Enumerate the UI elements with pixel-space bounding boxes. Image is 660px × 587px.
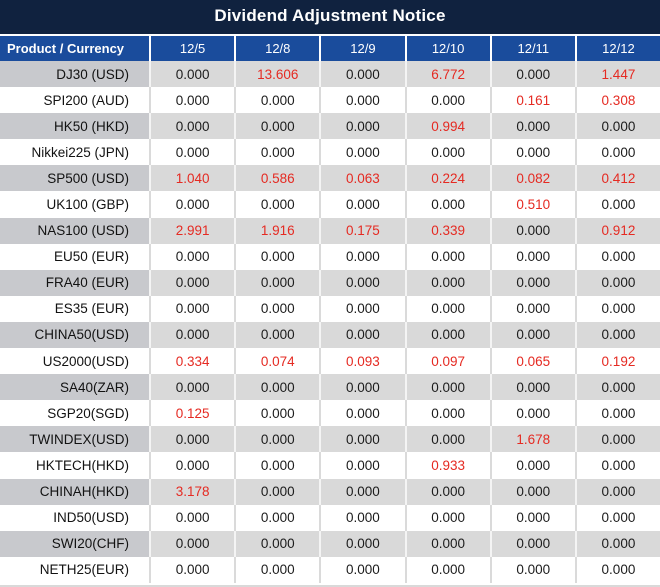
value-cell: 0.000 (490, 374, 575, 400)
page-title: Dividend Adjustment Notice (214, 6, 446, 25)
product-cell: NAS100 (USD) (0, 218, 149, 244)
value-cell: 0.000 (490, 479, 575, 505)
value-cell: 13.606 (234, 61, 319, 87)
value-cell: 0.000 (319, 87, 404, 113)
value-cell: 0.000 (405, 557, 490, 583)
table-row (0, 87, 660, 113)
product-cell: HKTECH(HKD) (36, 457, 129, 473)
table-row (0, 348, 660, 374)
value-cell: 0.000 (575, 374, 660, 400)
value-cell: 0.000 (149, 426, 234, 452)
value-cell: 0.192 (575, 348, 660, 374)
value-cell: 0.000 (575, 452, 660, 478)
value-cell: 0.000 (405, 270, 490, 296)
value-cell: 0.161 (490, 87, 575, 113)
value-cell: 0.000 (490, 531, 575, 557)
value-cell: 0.000 (575, 531, 660, 557)
value-cell: 0.000 (149, 87, 234, 113)
value-cell: 0.334 (149, 348, 234, 374)
value-cell: 0.000 (319, 452, 404, 478)
value-cell: 0.000 (490, 244, 575, 270)
value-cell: 0.000 (234, 557, 319, 583)
value-cell: 1.916 (234, 218, 319, 244)
value-cell: 0.000 (575, 426, 660, 452)
value-cell: 0.000 (319, 139, 404, 165)
value-cell: 0.082 (490, 165, 575, 191)
value-cell: 0.000 (319, 426, 404, 452)
value-cell: 0.000 (149, 505, 234, 531)
product-cell: SPI200 (AUD) (43, 92, 129, 108)
value-cell: 0.000 (319, 244, 404, 270)
product-cell: DJ30 (USD) (0, 61, 149, 87)
value-cell: 0.074 (234, 348, 319, 374)
value-cell: 0.000 (319, 296, 404, 322)
value-cell: 0.000 (234, 244, 319, 270)
value-cell: 0.000 (490, 400, 575, 426)
column-header-date: 12/8 (234, 36, 319, 61)
product-cell: SA40(ZAR) (0, 374, 149, 400)
value-cell: 3.178 (149, 479, 234, 505)
value-cell: 0.000 (149, 244, 234, 270)
value-cell: 0.000 (234, 87, 319, 113)
value-cell: 0.000 (405, 505, 490, 531)
value-cell: 0.000 (405, 87, 490, 113)
value-cell: 0.000 (234, 479, 319, 505)
value-cell: 0.000 (490, 452, 575, 478)
column-header-date: 12/12 (575, 36, 660, 61)
product-cell: SGP20(SGD) (47, 405, 129, 421)
column-header-date: 12/5 (149, 36, 234, 61)
table-row (0, 531, 660, 557)
column-header-date: 12/10 (405, 36, 490, 61)
value-cell: 0.000 (319, 270, 404, 296)
value-cell: 0.000 (575, 505, 660, 531)
value-cell: 0.000 (149, 531, 234, 557)
value-cell: 0.063 (319, 165, 404, 191)
value-cell: 0.000 (405, 426, 490, 452)
value-cell: 0.000 (149, 374, 234, 400)
value-cell: 0.000 (234, 531, 319, 557)
value-cell: 0.000 (490, 61, 575, 87)
value-cell: 0.000 (405, 479, 490, 505)
table-header-row (0, 36, 660, 61)
value-cell: 0.000 (319, 191, 404, 217)
value-cell: 0.000 (405, 400, 490, 426)
value-cell: 0.000 (149, 322, 234, 348)
value-cell: 0.000 (319, 479, 404, 505)
table-row (0, 479, 660, 505)
value-cell: 0.994 (405, 113, 490, 139)
product-cell: CHINA50(USD) (0, 322, 149, 348)
product-cell: NETH25(EUR) (39, 562, 129, 578)
value-cell: 0.000 (575, 479, 660, 505)
product-cell: UK100 (GBP) (46, 197, 129, 213)
value-cell: 0.000 (575, 113, 660, 139)
value-cell: 0.000 (575, 557, 660, 583)
product-cell: SWI20(CHF) (0, 531, 149, 557)
value-cell: 0.308 (575, 87, 660, 113)
value-cell: 0.000 (234, 113, 319, 139)
value-cell: 2.991 (149, 218, 234, 244)
table-row (0, 61, 660, 87)
value-cell: 0.000 (490, 557, 575, 583)
value-cell: 0.000 (490, 113, 575, 139)
column-header-product: Product / Currency (7, 41, 125, 56)
value-cell: 0.000 (319, 557, 404, 583)
value-cell: 0.224 (405, 165, 490, 191)
value-cell: 0.000 (149, 61, 234, 87)
table-row (0, 244, 660, 270)
value-cell: 1.040 (149, 165, 234, 191)
value-cell: 0.000 (234, 400, 319, 426)
value-cell: 0.125 (149, 400, 234, 426)
value-cell: 0.000 (490, 296, 575, 322)
value-cell: 0.000 (490, 270, 575, 296)
value-cell: 0.000 (405, 296, 490, 322)
value-cell: 0.933 (405, 452, 490, 478)
value-cell: 0.065 (490, 348, 575, 374)
product-cell: IND50(USD) (53, 510, 129, 526)
value-cell: 0.000 (234, 322, 319, 348)
value-cell: 0.000 (490, 139, 575, 165)
value-cell: 0.000 (405, 374, 490, 400)
table-row (0, 557, 660, 583)
table-row (0, 191, 660, 217)
value-cell: 0.000 (319, 113, 404, 139)
title-bar (0, 0, 660, 36)
value-cell: 0.000 (490, 218, 575, 244)
product-cell: US2000(USD) (42, 353, 129, 369)
product-cell: FRA40 (EUR) (0, 270, 149, 296)
column-header-date: 12/11 (490, 36, 575, 61)
value-cell: 0.000 (319, 374, 404, 400)
table-row (0, 374, 660, 400)
table-body (0, 61, 660, 585)
value-cell: 0.000 (234, 296, 319, 322)
value-cell: 0.000 (405, 244, 490, 270)
value-cell: 0.912 (575, 218, 660, 244)
value-cell: 0.000 (490, 505, 575, 531)
value-cell: 0.000 (319, 322, 404, 348)
value-cell: 0.000 (234, 270, 319, 296)
value-cell: 0.000 (575, 244, 660, 270)
value-cell: 0.000 (490, 322, 575, 348)
value-cell: 1.447 (575, 61, 660, 87)
table-row (0, 218, 660, 244)
value-cell: 0.000 (149, 270, 234, 296)
value-cell: 0.000 (234, 374, 319, 400)
value-cell: 0.000 (575, 191, 660, 217)
value-cell: 0.586 (234, 165, 319, 191)
value-cell: 0.000 (319, 505, 404, 531)
column-header-date: 12/9 (319, 36, 404, 61)
table-row (0, 452, 660, 478)
value-cell: 0.000 (575, 322, 660, 348)
value-cell: 0.000 (149, 452, 234, 478)
table-row (0, 113, 660, 139)
value-cell: 0.000 (319, 400, 404, 426)
value-cell: 0.097 (405, 348, 490, 374)
value-cell: 0.000 (234, 139, 319, 165)
table-row (0, 505, 660, 531)
table-row (0, 400, 660, 426)
product-cell: SP500 (USD) (0, 165, 149, 191)
value-cell: 0.000 (319, 61, 404, 87)
value-cell: 0.000 (149, 557, 234, 583)
product-cell: ES35 (EUR) (54, 301, 129, 317)
value-cell: 0.000 (149, 191, 234, 217)
table-row (0, 165, 660, 191)
value-cell: 0.000 (234, 505, 319, 531)
value-cell: 0.000 (149, 139, 234, 165)
value-cell: 0.175 (319, 218, 404, 244)
value-cell: 0.339 (405, 218, 490, 244)
value-cell: 0.000 (149, 113, 234, 139)
value-cell: 0.093 (319, 348, 404, 374)
value-cell: 0.000 (575, 296, 660, 322)
value-cell: 0.000 (575, 139, 660, 165)
product-cell: Nikkei225 (JPN) (31, 144, 129, 160)
value-cell: 0.000 (234, 452, 319, 478)
value-cell: 0.510 (490, 191, 575, 217)
value-cell: 0.000 (234, 426, 319, 452)
value-cell: 0.000 (149, 296, 234, 322)
product-cell: HK50 (HKD) (0, 113, 149, 139)
value-cell: 0.000 (319, 531, 404, 557)
value-cell: 1.678 (490, 426, 575, 452)
table-row (0, 296, 660, 322)
value-cell: 0.000 (405, 139, 490, 165)
value-cell: 0.000 (234, 191, 319, 217)
product-cell: CHINAH(HKD) (0, 479, 149, 505)
table-row (0, 270, 660, 296)
value-cell: 0.412 (575, 165, 660, 191)
table-row (0, 426, 660, 452)
value-cell: 0.000 (405, 191, 490, 217)
table-row (0, 139, 660, 165)
table-row (0, 322, 660, 348)
value-cell: 6.772 (405, 61, 490, 87)
value-cell: 0.000 (405, 322, 490, 348)
product-cell: TWINDEX(USD) (0, 426, 149, 452)
value-cell: 0.000 (575, 400, 660, 426)
product-cell: EU50 (EUR) (53, 249, 129, 265)
value-cell: 0.000 (405, 531, 490, 557)
value-cell: 0.000 (575, 270, 660, 296)
